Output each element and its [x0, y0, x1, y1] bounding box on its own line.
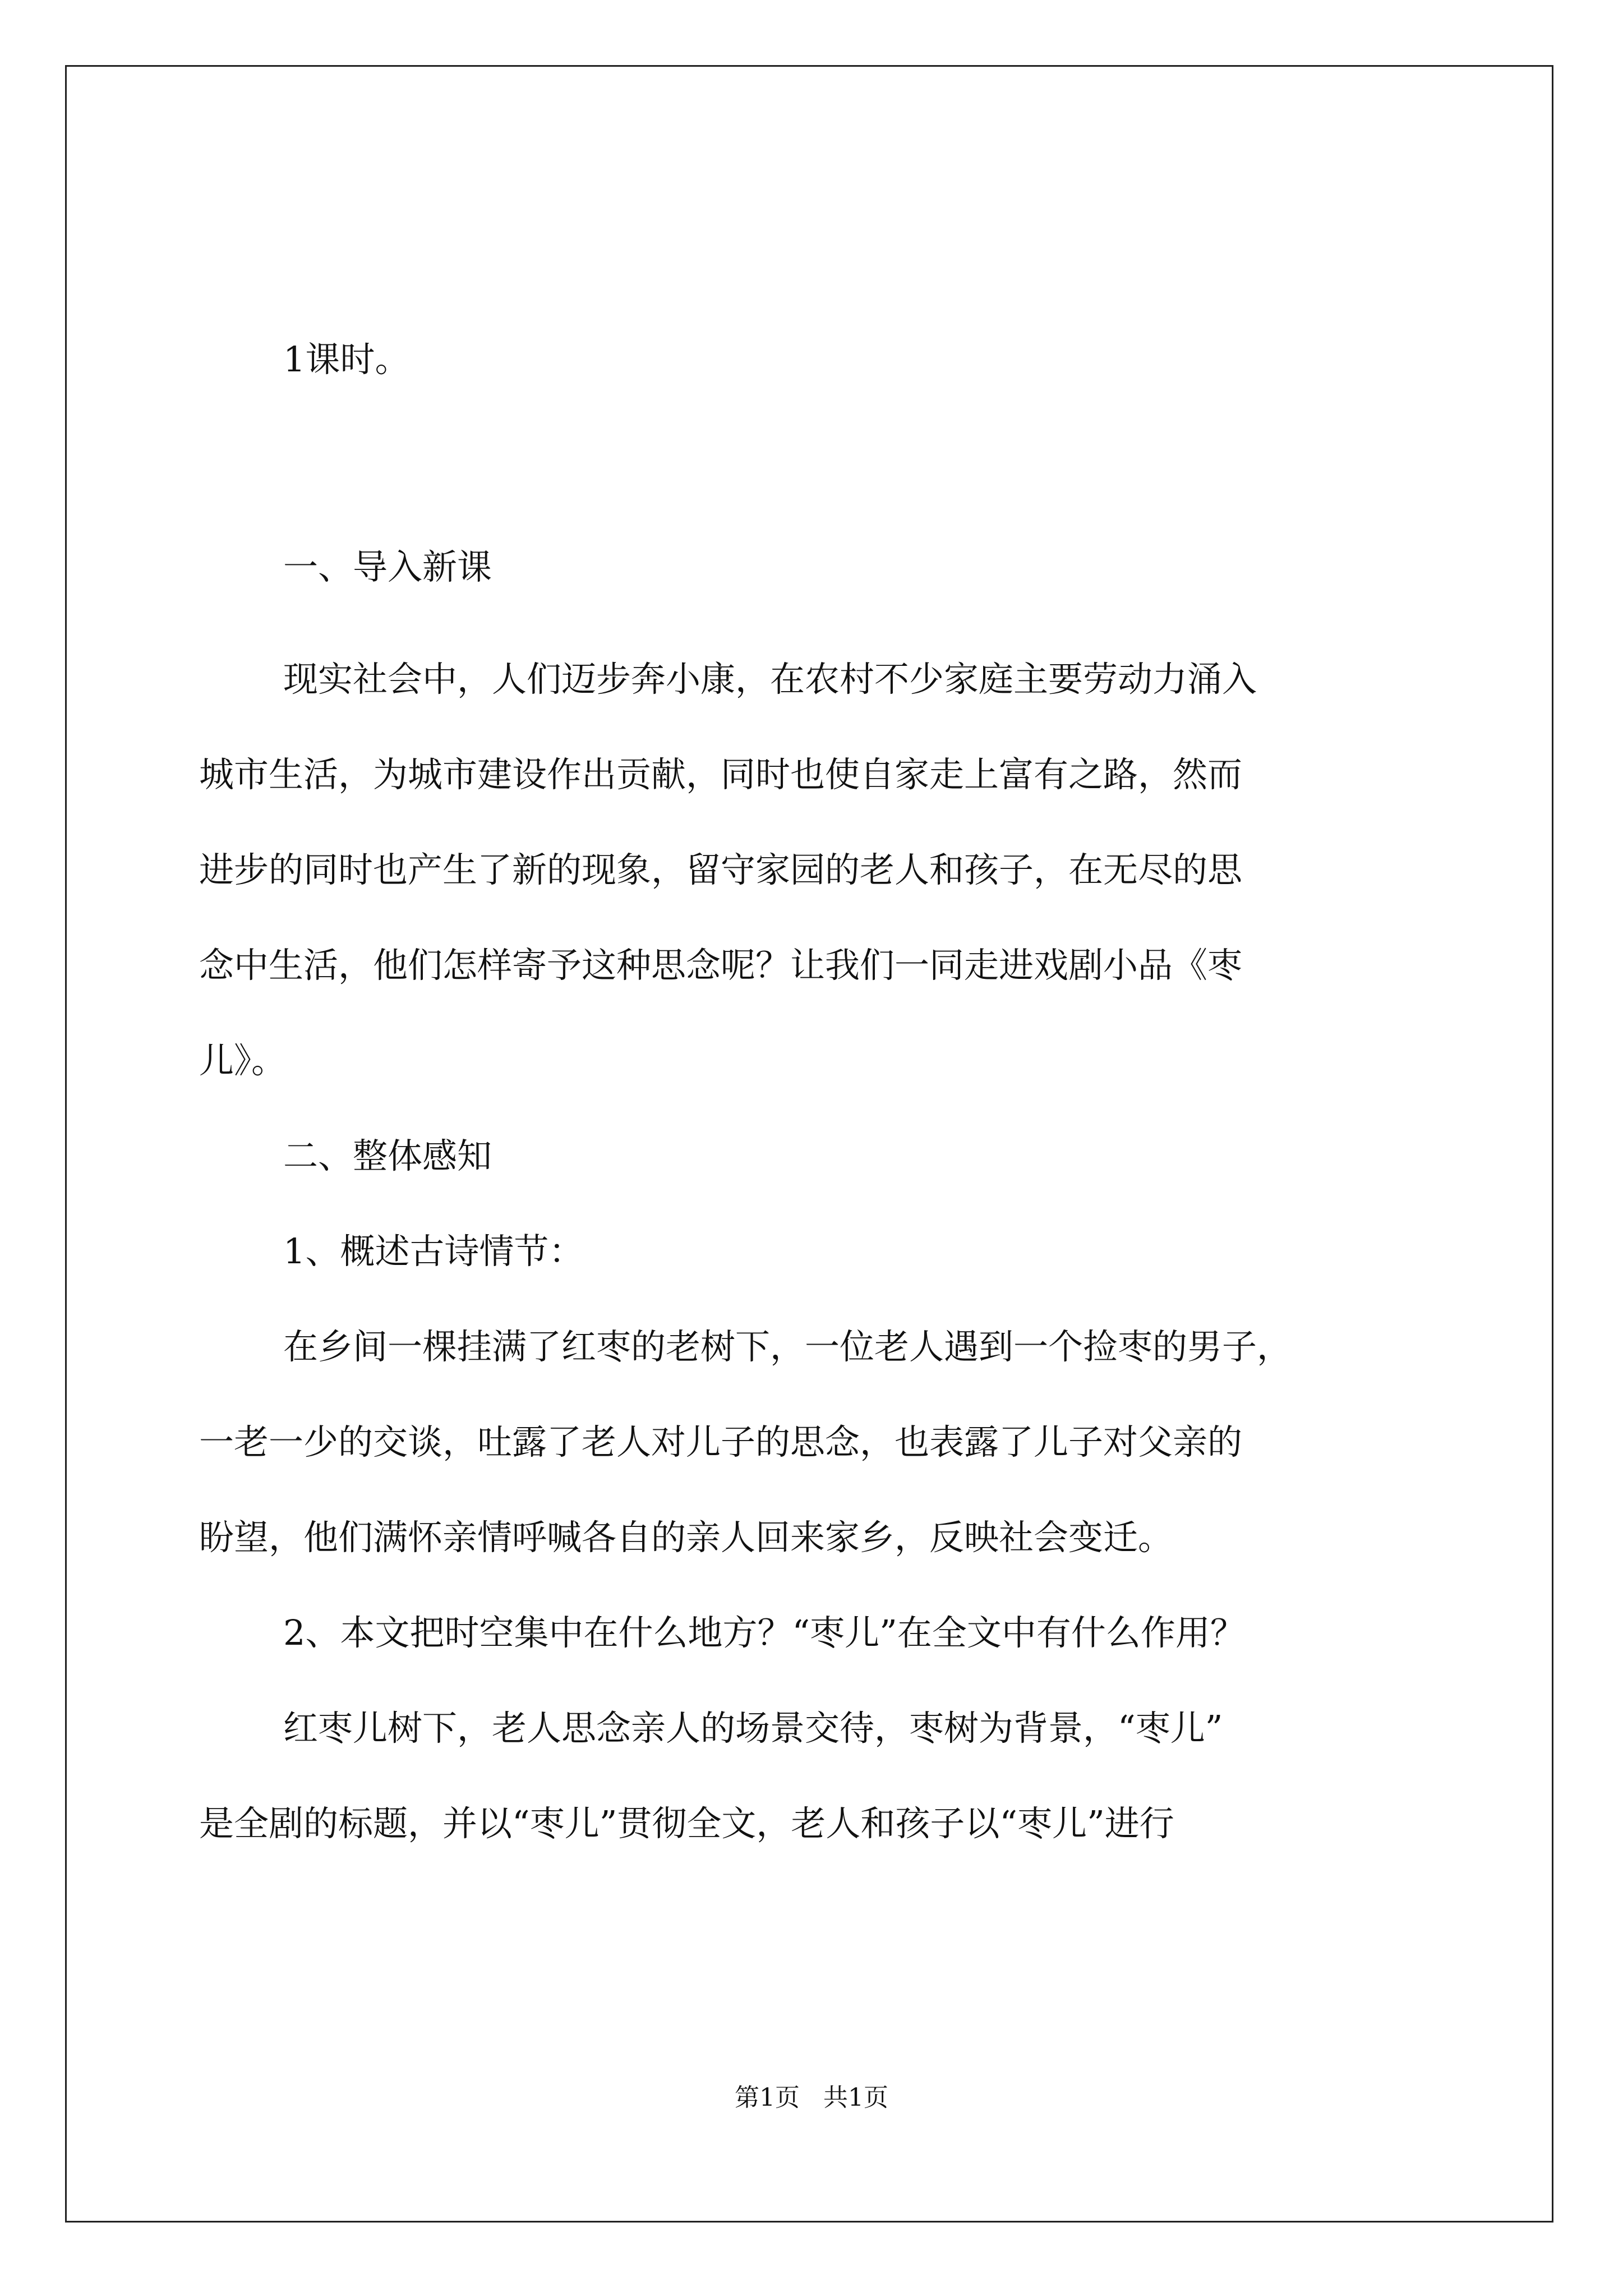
page-total: 共1页: [823, 2083, 888, 2112]
paragraph-line: 进步的同时也产生了新的现象，留守家园的老人和孩子，在无尽的思: [199, 849, 1243, 890]
paragraph-line: 念中生活，他们怎样寄予这种思念呢？让我们一同走进戏剧小品《枣: [199, 945, 1243, 986]
lesson-duration: 1课时。: [283, 339, 410, 380]
page-footer: [0, 2083, 1623, 2112]
paragraph-line: 儿》。: [199, 1040, 287, 1081]
section-heading-overview: 二、整体感知: [283, 1135, 492, 1176]
paragraph-line: 是全剧的标题，并以“枣儿”贯彻全文，老人和孩子以“枣儿”进行: [199, 1803, 1174, 1844]
list-item-heading: 1、概述古诗情节：: [283, 1231, 584, 1272]
paragraph-line: 盼望，他们满怀亲情呼喊各自的亲人回来家乡，反映社会变迁。: [199, 1517, 1173, 1558]
paragraph-line: 城市生活，为城市建设作出贡献，同时也使自家走上富有之路，然而: [199, 754, 1243, 795]
paragraph-line: 在乡间一棵挂满了红枣的老树下，一位老人遇到一个捡枣的男子，: [283, 1326, 1292, 1367]
question-line: 2、本文把时空集中在什么地方？“枣儿”在全文中有什么作用？: [283, 1612, 1245, 1653]
paragraph-line: 红枣儿树下，老人思念亲人的场景交待，枣树为背景，“枣儿”: [283, 1708, 1223, 1749]
page-number: 第1页: [735, 2083, 800, 2112]
paragraph-line: 一老一少的交谈，吐露了老人对儿子的思念，也表露了儿子对父亲的: [199, 1421, 1243, 1462]
section-heading-intro: 一、导入新课: [283, 546, 492, 587]
paragraph-line: 现实社会中，人们迈步奔小康，在农村不少家庭主要劳动力涌入: [283, 659, 1257, 700]
